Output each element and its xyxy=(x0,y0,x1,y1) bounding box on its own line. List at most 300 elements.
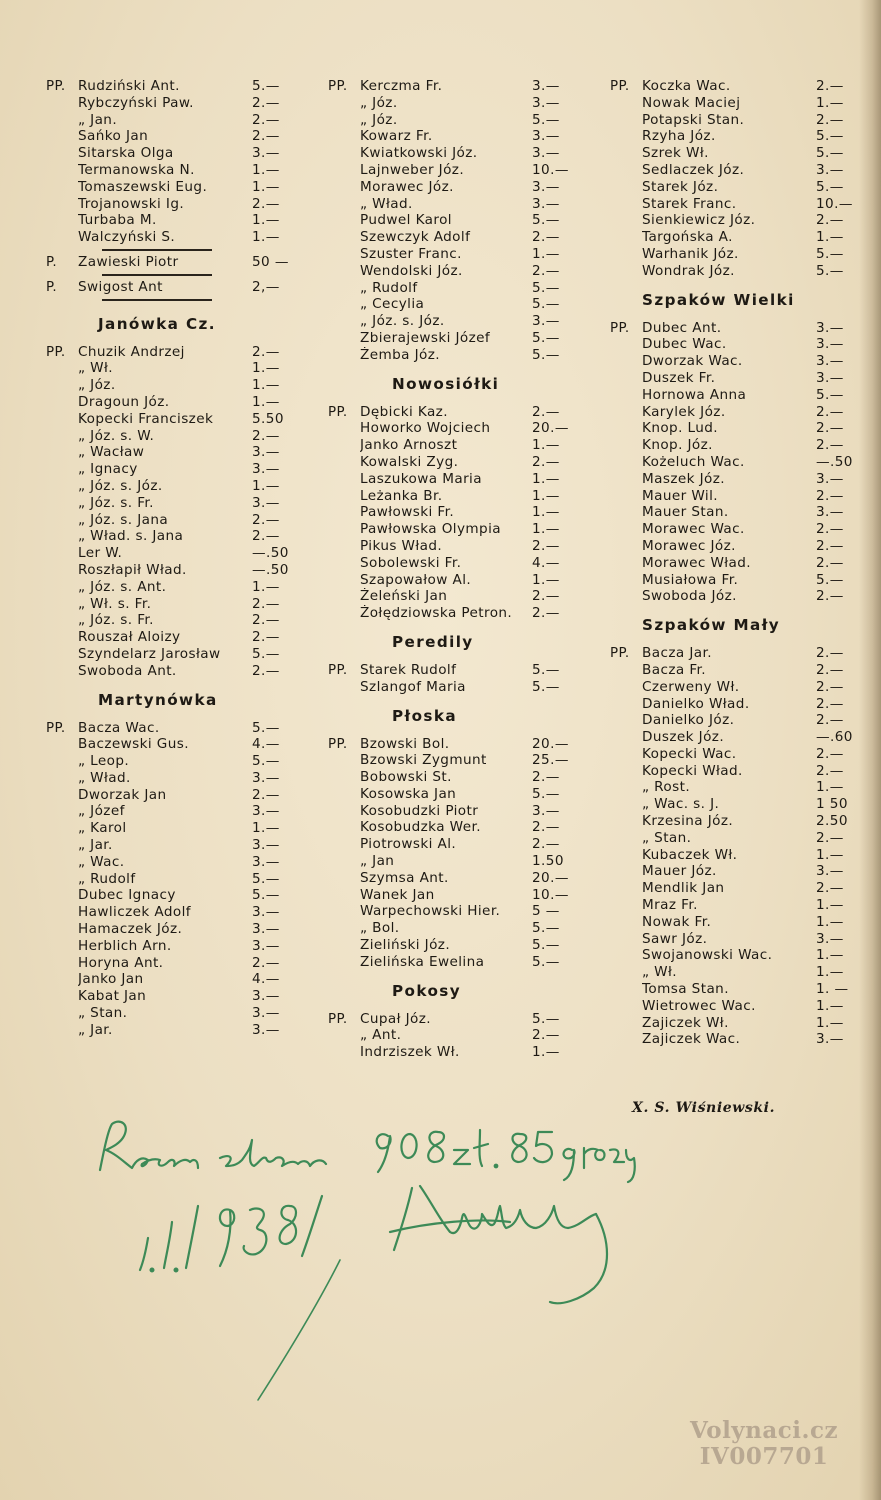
donation-amount: 5.— xyxy=(532,111,560,128)
handwriting-digit xyxy=(220,1209,234,1266)
donor-name: „ Wład. s. Jana xyxy=(78,528,184,545)
donor-row xyxy=(46,196,302,213)
donation-amount: 5.— xyxy=(532,296,560,313)
donor-prefix: PP. xyxy=(328,736,348,752)
donor-name: „ Rudolf xyxy=(78,870,136,887)
donor-name: Dębicki Kaz. xyxy=(360,403,448,420)
donation-amount: 2.— xyxy=(532,262,560,279)
handwriting-digit xyxy=(186,1206,198,1268)
donor-row xyxy=(328,853,586,870)
donor-name: „ Jan xyxy=(360,853,395,870)
donor-name: Mauer Wil. xyxy=(642,487,718,504)
donation-amount: —.50 xyxy=(252,561,289,578)
donor-row xyxy=(46,112,302,129)
donor-row xyxy=(328,736,586,753)
donor-name: Nowak Fr. xyxy=(642,913,712,930)
donor-name: Bacza Fr. xyxy=(642,661,707,678)
donor-name: Wendolski Józ. xyxy=(360,262,463,279)
donation-amount: 1.— xyxy=(532,470,560,487)
donor-row xyxy=(46,478,302,495)
donor-name: Zieliński Józ. xyxy=(360,937,451,954)
donor-name: „ Jan. xyxy=(78,111,118,128)
donor-name: Rouszał Aloizy xyxy=(78,629,181,646)
donor-name: Starek Józ. xyxy=(642,178,719,195)
donation-amount: 1.— xyxy=(252,820,280,837)
donor-row xyxy=(46,145,302,162)
donor-name: „ Józ. s. Jana xyxy=(78,511,169,528)
donation-amount: 3.— xyxy=(532,128,560,145)
column-1 xyxy=(46,78,302,1039)
donation-amount: 1.— xyxy=(532,245,560,262)
donation-amount: 1.— xyxy=(252,212,280,229)
donor-name: Krzesina Józ. xyxy=(642,813,734,830)
donor-name: Warhanik Józ. xyxy=(642,245,739,262)
donation-amount: 5.— xyxy=(252,870,280,887)
donation-amount: 2.— xyxy=(816,537,844,554)
donation-amount: 5.— xyxy=(816,145,844,162)
donor-row xyxy=(610,779,858,796)
donor-row xyxy=(610,229,858,246)
donor-row xyxy=(328,437,586,454)
donation-amount: 20.— xyxy=(532,420,569,437)
donation-amount: 20.— xyxy=(532,735,569,752)
donor-name: Dragoun Józ. xyxy=(78,393,170,410)
donor-row xyxy=(46,279,302,296)
donor-name: „ Józ. s. Fr. xyxy=(78,612,154,629)
donor-row xyxy=(328,313,586,330)
donor-name: Zawieski Piotr xyxy=(78,253,179,270)
donor-row xyxy=(610,746,858,763)
handwriting-word xyxy=(564,1148,635,1182)
donor-name: Indrziszek Wł. xyxy=(360,1044,460,1061)
donor-name: Kożeluch Wac. xyxy=(642,453,745,470)
donor-row xyxy=(610,931,858,948)
donor-row xyxy=(46,921,302,938)
donor-name: Zielińska Ewelina xyxy=(360,953,485,970)
donor-prefix: PP. xyxy=(46,344,66,360)
donor-name: Walczyński S. xyxy=(78,229,176,246)
donor-row xyxy=(46,229,302,246)
donor-row xyxy=(328,78,586,95)
donor-name: Morawec Wład. xyxy=(642,554,752,571)
donation-amount: 1.— xyxy=(532,571,560,588)
donor-row xyxy=(328,196,586,213)
handwriting-letter xyxy=(474,1130,488,1166)
donor-row xyxy=(328,229,586,246)
donation-amount: 2.— xyxy=(816,661,844,678)
donor-row xyxy=(328,145,586,162)
donor-name: Dubec Ant. xyxy=(642,319,722,336)
donation-amount: 5.— xyxy=(532,661,560,678)
donation-amount: 5.— xyxy=(532,346,560,363)
donor-name: Dworzak Wac. xyxy=(642,353,743,370)
donation-amount: 1.— xyxy=(532,1044,560,1061)
donor-name: „ Józ. s. Józ. xyxy=(78,477,163,494)
donor-prefix: PP. xyxy=(328,1011,348,1027)
donor-name: „ Józ. s. W. xyxy=(78,427,155,444)
donation-amount: 3.— xyxy=(532,178,560,195)
donor-row xyxy=(46,803,302,820)
donor-prefix: P. xyxy=(46,279,58,295)
donor-row xyxy=(328,179,586,196)
handwriting-signature xyxy=(550,1214,607,1303)
donor-name: „ Józ. s. Fr. xyxy=(78,494,154,511)
donor-name: Szymsa Ant. xyxy=(360,869,449,886)
donor-prefix: PP. xyxy=(610,646,630,662)
section-heading: Nowosiółki xyxy=(392,374,500,393)
donor-name: „ Wł. xyxy=(642,964,677,981)
donor-name: Hornowa Anna xyxy=(642,386,747,403)
donor-name: Bzowski Bol. xyxy=(360,735,450,752)
donor-row xyxy=(328,752,586,769)
donor-row xyxy=(46,753,302,770)
donation-amount: 3.— xyxy=(816,504,844,521)
donation-amount: 2,— xyxy=(252,278,280,295)
donor-row xyxy=(610,112,858,129)
donor-row xyxy=(328,954,586,971)
donor-name: Potapski Stan. xyxy=(642,111,745,128)
donor-name: Rudziński Ant. xyxy=(78,78,180,94)
donation-amount: 1.— xyxy=(532,437,560,454)
donor-row xyxy=(46,629,302,646)
column-2 xyxy=(328,78,586,1061)
donor-row xyxy=(610,712,858,729)
donor-row xyxy=(328,162,586,179)
donor-row xyxy=(328,887,586,904)
donation-amount: 5.— xyxy=(532,212,560,229)
donor-row xyxy=(610,263,858,280)
donation-amount: 3.— xyxy=(252,921,280,938)
donor-row xyxy=(46,344,302,361)
donor-row xyxy=(46,837,302,854)
donor-row xyxy=(610,212,858,229)
donor-row xyxy=(46,495,302,512)
donation-amount: 1.— xyxy=(816,846,844,863)
donor-name: Dubec Ignacy xyxy=(78,887,176,904)
donor-name: Żołędziowska Petron. xyxy=(360,605,513,622)
donor-row xyxy=(328,920,586,937)
donor-row xyxy=(46,411,302,428)
donor-name: Zajiczek Wł. xyxy=(642,1014,729,1031)
donor-row xyxy=(610,437,858,454)
donor-row xyxy=(328,471,586,488)
donation-amount: 5.— xyxy=(816,571,844,588)
donation-amount: 3.— xyxy=(816,1031,844,1048)
donor-name: Musiałowa Fr. xyxy=(642,571,739,588)
donation-amount: 2.— xyxy=(532,769,560,786)
handwritten-note xyxy=(90,1110,650,1420)
handwriting-stroke xyxy=(258,1260,340,1400)
donor-name: „ Jar. xyxy=(78,837,113,854)
donor-name: Knop. Lud. xyxy=(642,420,719,437)
donor-name: Morawec Józ. xyxy=(642,537,736,554)
donor-row xyxy=(610,387,858,404)
donation-amount: 3.— xyxy=(252,494,280,511)
donation-amount: 1.— xyxy=(252,477,280,494)
donor-name: Sawr Józ. xyxy=(642,930,708,947)
donor-name: Swoboda Ant. xyxy=(78,662,177,679)
donor-row xyxy=(328,803,586,820)
donation-amount: 3.— xyxy=(532,78,560,94)
donation-amount: 4.— xyxy=(252,736,280,753)
donor-row xyxy=(610,947,858,964)
donation-amount: 3.— xyxy=(252,803,280,820)
donor-row xyxy=(46,179,302,196)
donor-name: „ Ignacy xyxy=(78,461,138,478)
donor-row xyxy=(46,128,302,145)
donation-amount: 1.— xyxy=(816,997,844,1014)
donor-name: Kopecki Franciszek xyxy=(78,410,214,427)
donor-name: Kosowska Jan xyxy=(360,785,457,802)
donor-name: Duszek Fr. xyxy=(642,369,716,386)
donor-row xyxy=(610,246,858,263)
donor-name: Hawliczek Adolf xyxy=(78,904,191,921)
donor-name: Maszek Józ. xyxy=(642,470,726,487)
donor-row xyxy=(328,95,586,112)
donation-amount: 3.— xyxy=(252,769,280,786)
donation-amount: 5.— xyxy=(252,719,280,736)
donation-amount: 2.— xyxy=(816,111,844,128)
donor-name: Żeleński Jan xyxy=(360,588,448,605)
donor-name: Mauer Stan. xyxy=(642,504,729,521)
donation-amount: 3.— xyxy=(252,904,280,921)
donor-row xyxy=(610,1015,858,1032)
donor-row xyxy=(328,538,586,555)
donor-name: Sańko Jan xyxy=(78,128,149,145)
donor-row xyxy=(328,605,586,622)
donation-amount: 1.— xyxy=(816,1014,844,1031)
donation-amount: 2.50 xyxy=(816,813,848,830)
donor-name: Duszek Józ. xyxy=(642,729,725,746)
donor-row xyxy=(46,787,302,804)
donation-amount: 1.— xyxy=(816,913,844,930)
donor-row xyxy=(328,937,586,954)
donor-name: Morawec Józ. xyxy=(360,178,454,195)
donor-row xyxy=(610,504,858,521)
donor-name: Kowarz Fr. xyxy=(360,128,433,145)
donation-amount: 2.— xyxy=(532,1027,560,1044)
donor-prefix: PP. xyxy=(46,720,66,736)
donation-amount: 3.— xyxy=(532,313,560,330)
donor-name: Cupał Józ. xyxy=(360,1010,432,1027)
donor-row xyxy=(46,377,302,394)
donation-amount: 3.— xyxy=(816,470,844,487)
donor-name: Szapowałow Al. xyxy=(360,571,472,588)
watermark-line-1: Volynaci.cz xyxy=(690,1417,839,1444)
donation-amount: 1.— xyxy=(252,161,280,178)
donor-name: Mendlik Jan xyxy=(642,880,725,897)
donation-amount: 2.— xyxy=(252,511,280,528)
donation-amount: 2.— xyxy=(252,94,280,111)
donor-row xyxy=(46,545,302,562)
donor-name: Howorko Wojciech xyxy=(360,420,491,437)
donor-name: „ Jar. xyxy=(78,1021,113,1038)
donation-amount: 2.— xyxy=(816,437,844,454)
donor-row xyxy=(46,596,302,613)
donation-amount: 3.— xyxy=(252,461,280,478)
donor-name: Szewczyk Adolf xyxy=(360,229,471,246)
donor-name: „ Leop. xyxy=(78,753,130,770)
donor-row xyxy=(610,662,858,679)
donor-row xyxy=(328,555,586,572)
donor-row xyxy=(46,887,302,904)
donation-amount: 2.— xyxy=(252,595,280,612)
donor-name: Kopecki Wac. xyxy=(642,745,737,762)
donation-amount: 5.— xyxy=(252,78,280,94)
donor-name: Laszukowa Maria xyxy=(360,470,482,487)
donation-amount: 2.— xyxy=(252,195,280,212)
donation-amount: 2.— xyxy=(816,712,844,729)
donor-name: „ Wł. xyxy=(78,360,113,377)
donor-row xyxy=(610,880,858,897)
donor-row xyxy=(46,663,302,680)
donor-name: Knop. Józ. xyxy=(642,437,713,454)
donation-amount: 3.— xyxy=(816,161,844,178)
section-heading: Płoska xyxy=(392,706,457,725)
donor-name: Nowak Maciej xyxy=(642,94,741,111)
handwriting-digit xyxy=(512,1134,526,1162)
donation-amount: 2.— xyxy=(816,880,844,897)
donation-amount: 1.— xyxy=(816,897,844,914)
donor-row xyxy=(610,863,858,880)
donor-name: Trojanowski Ig. xyxy=(78,195,185,212)
watermark-line-2: IV007701 xyxy=(699,1443,829,1470)
donation-amount: 2.— xyxy=(252,786,280,803)
donor-row xyxy=(46,720,302,737)
donation-amount: 5.— xyxy=(816,386,844,403)
donor-row xyxy=(46,854,302,871)
donation-amount: 5.— xyxy=(816,245,844,262)
donor-row xyxy=(46,938,302,955)
donor-name: Targońska A. xyxy=(642,229,733,246)
donation-amount: 50 — xyxy=(252,253,289,270)
handwriting-letter xyxy=(454,1150,470,1164)
donation-amount: 1.— xyxy=(252,229,280,246)
donor-row xyxy=(328,112,586,129)
donor-name: Morawec Wac. xyxy=(642,521,745,538)
donor-row xyxy=(610,645,858,662)
donation-amount: 1.— xyxy=(532,504,560,521)
donor-name: Baczewski Gus. xyxy=(78,736,189,753)
donation-amount: 4.— xyxy=(252,971,280,988)
donor-name: „ Józ. s. Ant. xyxy=(78,578,167,595)
printed-signature: X. S. Wiśniewski. xyxy=(632,1100,776,1116)
donor-name: Warpechowski Hier. xyxy=(360,903,501,920)
donation-amount: 5.50 xyxy=(252,410,284,427)
handwriting-signature xyxy=(394,1186,596,1250)
donor-name: Bacza Jar. xyxy=(642,645,712,662)
donation-amount: 3.— xyxy=(816,930,844,947)
donation-amount: 2.— xyxy=(252,612,280,629)
donor-name: Kosobudzka Wer. xyxy=(360,819,481,836)
donor-name: Zajiczek Wac. xyxy=(642,1031,741,1048)
donation-amount: 20.— xyxy=(532,869,569,886)
donor-row xyxy=(610,538,858,555)
donor-row xyxy=(328,903,586,920)
donor-name: „ Wac. xyxy=(78,853,125,870)
donor-name: Swigost Ant xyxy=(78,278,163,295)
donor-row xyxy=(328,280,586,297)
donor-name: Żemba Józ. xyxy=(360,346,440,363)
donor-row xyxy=(46,904,302,921)
handwriting-digit xyxy=(140,1238,148,1270)
donor-row xyxy=(328,246,586,263)
donor-row xyxy=(610,572,858,589)
donation-amount: 5.— xyxy=(532,678,560,695)
donation-amount: 3.— xyxy=(252,444,280,461)
donor-row xyxy=(610,555,858,572)
donor-prefix: PP. xyxy=(328,662,348,678)
handwriting-digit xyxy=(244,1208,267,1254)
donor-row xyxy=(610,420,858,437)
donor-name: „ Józef xyxy=(78,803,125,820)
donor-row xyxy=(328,504,586,521)
donation-amount: 1.— xyxy=(252,578,280,595)
donation-amount: 2.— xyxy=(532,403,560,420)
donor-row xyxy=(610,488,858,505)
donor-row xyxy=(328,330,586,347)
donor-row xyxy=(328,836,586,853)
donation-amount: 5.— xyxy=(532,1010,560,1027)
donor-name: „ Wacław xyxy=(78,444,145,461)
donor-name: „ Stan. xyxy=(642,829,692,846)
donor-name: Karylek Józ. xyxy=(642,403,726,420)
donation-amount: 2.— xyxy=(816,403,844,420)
donor-row xyxy=(46,736,302,753)
handwriting-digit xyxy=(164,1222,172,1268)
donor-name: Wietrowec Wac. xyxy=(642,997,756,1014)
page-edge-shadow xyxy=(859,0,881,1500)
donor-row xyxy=(610,95,858,112)
donor-name: Roszłapił Wład. xyxy=(78,561,187,578)
donation-amount: 3.— xyxy=(816,353,844,370)
donor-row xyxy=(328,870,586,887)
donation-amount: 5 — xyxy=(532,903,560,920)
donor-name: Starek Franc. xyxy=(642,195,737,212)
donor-name: Janko Arnoszt xyxy=(360,437,458,454)
donor-row xyxy=(328,819,586,836)
donor-name: Bobowski St. xyxy=(360,769,452,786)
donor-row xyxy=(610,145,858,162)
donor-name: „ Wład. xyxy=(78,769,131,786)
donor-name: Kowalski Zyg. xyxy=(360,453,459,470)
donor-row xyxy=(610,471,858,488)
watermark xyxy=(690,1418,838,1470)
donor-row xyxy=(610,729,858,746)
donor-name: Kosobudzki Piotr xyxy=(360,802,479,819)
donation-amount: 2.— xyxy=(532,229,560,246)
donor-row xyxy=(46,988,302,1005)
donation-amount: 3.— xyxy=(816,863,844,880)
donor-row xyxy=(46,770,302,787)
donation-amount: 5.— xyxy=(816,128,844,145)
donor-row xyxy=(328,454,586,471)
donation-amount: 10.— xyxy=(816,195,853,212)
donor-row xyxy=(46,428,302,445)
donor-row xyxy=(610,521,858,538)
donor-name: Bacza Wac. xyxy=(78,719,160,736)
donation-amount: 2.— xyxy=(252,427,280,444)
divider-rule xyxy=(102,274,212,276)
section-heading: Peredily xyxy=(392,632,474,651)
donor-name: „ Karol xyxy=(78,820,127,837)
donation-amount: 1.— xyxy=(816,779,844,796)
handwriting-digit xyxy=(534,1132,552,1162)
donation-amount: 2.— xyxy=(532,588,560,605)
donation-amount: 3.— xyxy=(816,336,844,353)
donor-row xyxy=(328,1011,586,1028)
donation-amount: 1.— xyxy=(816,94,844,111)
